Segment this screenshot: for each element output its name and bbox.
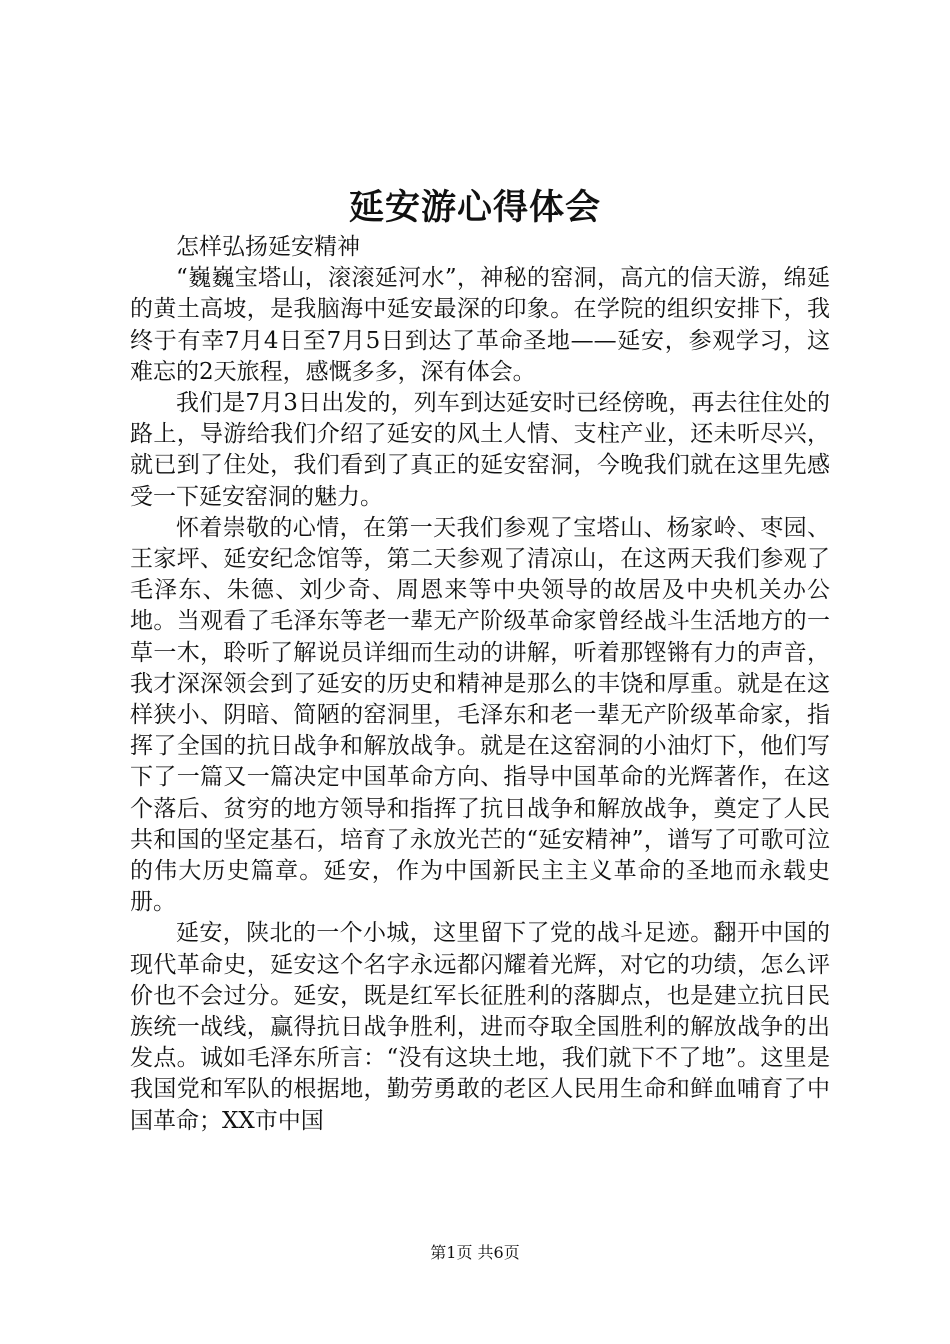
document-title: 延安游心得体会	[348, 187, 601, 228]
paragraph: 我们是7月3日出发的，列车到达延安时已经傍晚，再去往住处的路上，导游给我们介绍了延安的风土人情、支柱产业，还未听尽兴，就已到了住处，我们看到了真正的延安窑洞，今晚我们就在这里先感受一下延安窑洞的魅力。	[130, 390, 830, 510]
page-number-footer: 第1页 共6页	[430, 1243, 520, 1262]
document-body	[130, 232, 830, 1137]
paragraph: 怀着崇敬的心情，在第一天我们参观了宝塔山、杨家岭、枣园、王家坪、延安纪念馆等，第二天参观了清凉山，在这两天我们参观了毛泽东、朱德、刘少奇、周恩来等中央领导的故居及中央机关办公地。当观看了毛泽东等老一辈无产阶级革命家曾经战斗生活地方的一草一木，聆听了解说员详细而生动的讲解，听着那铿锵有力的声音，我才深深领会到了延安的历史和精神是那么的丰饶和厚重。就是在这样狭小、阴暗、简陋的窑洞里，毛泽东和老一辈无产阶级革命家，指挥了全国的抗日战争和解放战争。就是在这窑洞的小油灯下，他们写下了一篇又一篇决定中国革命方向、指导中国革命的光辉著作，在这个落后、贫穷的地方领导和指挥了抗日战争和解放战争，奠定了人民共和国的坚定基石，培育了永放光芒的“延安精神”，谱写了可歌可泣的伟大历史篇章。延安，作为中国新民主主义革命的圣地而永载史册。	[130, 514, 830, 916]
paragraph: 延安，陕北的一个小城，这里留下了党的战斗足迹。翻开中国的现代革命史，延安这个名字永远都闪耀着光辉，对它的功绩，怎么评价也不会过分。延安，既是红军长征胜利的落脚点，也是建立抗日民族统一战线，赢得抗日战争胜利，进而夺取全国胜利的解放战争的出发点。诚如毛泽东所言：“没有这块土地，我们就下不了地”。这里是我国党和军队的根据地，勤劳勇敢的老区人民用生命和鲜血哺育了中国革命；XX市中国	[130, 920, 830, 1134]
paragraph-subheading: 怎样弘扬延安精神	[176, 234, 360, 260]
paragraph: “巍巍宝塔山，滚滚延河水”，神秘的窑洞，高亢的信天游，绵延的黄土高坡，是我脑海中延安最深的印象。在学院的组织安排下，我终于有幸7月4日至7月5日到达了革命圣地——延安，参观学习，这难忘的2天旅程，感慨多多，深有体会。	[130, 265, 830, 385]
